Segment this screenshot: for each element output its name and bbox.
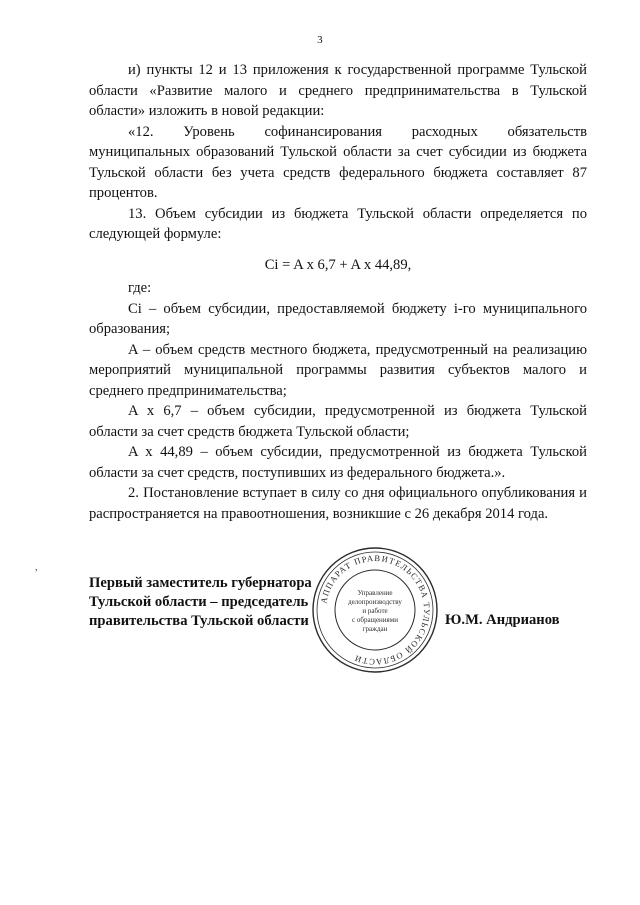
document-body	[89, 60, 587, 524]
definition-a-6-7: A x 6,7 – объем субсидии, предусмотренной из бюджета Тульской области за счет средств бюджета Тульской области;	[89, 403, 587, 440]
paragraph-entry-into-force: 2. Постановление вступает в силу со дня официального опубликования и распространяется на правоотношения, возникшие с 26 декабря 2014 года.	[89, 485, 587, 522]
subsidy-formula: Ci = A x 6,7 + A x 44,89,	[264, 256, 412, 273]
signatory-title-line-3: правительства Тульской области	[89, 613, 309, 629]
stamp-inner-line-1: Управление	[357, 589, 393, 597]
paragraph-item-12: «12. Уровень софинансирования расходных обязательств муниципальных образований Тульской области за счет субсидии из бюджета Тульской области без учета средств федерального бюджета составляет 87 процентов.	[89, 123, 587, 201]
stamp-inner-line-5: граждан	[362, 625, 388, 633]
stamp-inner-line-3: и работе	[362, 607, 388, 615]
margin-mark: ,	[35, 562, 38, 573]
signatory-name: Ю.М. Андрианов	[445, 612, 560, 628]
stamp-inner-line-2: делопроизводству	[348, 598, 402, 606]
page-number: 3	[317, 34, 323, 46]
stamp-inner-line-4: с обращениями	[352, 616, 398, 624]
definition-a-44-89: A x 44,89 – объем субсидии, предусмотренной из бюджета Тульской области за счет средств, поступивших из федерального бюджета.».	[89, 444, 587, 481]
definition-where: где:	[128, 280, 152, 296]
signatory-title-line-2: Тульской области – председатель	[89, 594, 309, 610]
stamp-outer-text: АППАРАТ ПРАВИТЕЛЬСТВА ТУЛЬСКОЙ ОБЛАСТИ	[318, 552, 433, 668]
paragraph-item-13: 13. Объем субсидии из бюджета Тульской области определяется по следующей формуле:	[89, 205, 587, 242]
paragraph-amendment-intro: и) пункты 12 и 13 приложения к государственной программе Тульской области «Развитие малого и среднего предпринимательства в Тульской области» изложить в новой редакции:	[89, 62, 587, 119]
official-stamp	[310, 545, 440, 675]
signatory-title-line-1: Первый заместитель губернатора	[89, 575, 312, 591]
definition-ci: Ci – объем субсидии, предоставляемой бюджету i-го муниципального образования;	[89, 300, 587, 337]
definition-a: A – объем средств местного бюджета, предусмотренный на реализацию мероприятий муниципальной программы развития субъектов малого и среднего предпринимательства;	[89, 341, 587, 399]
